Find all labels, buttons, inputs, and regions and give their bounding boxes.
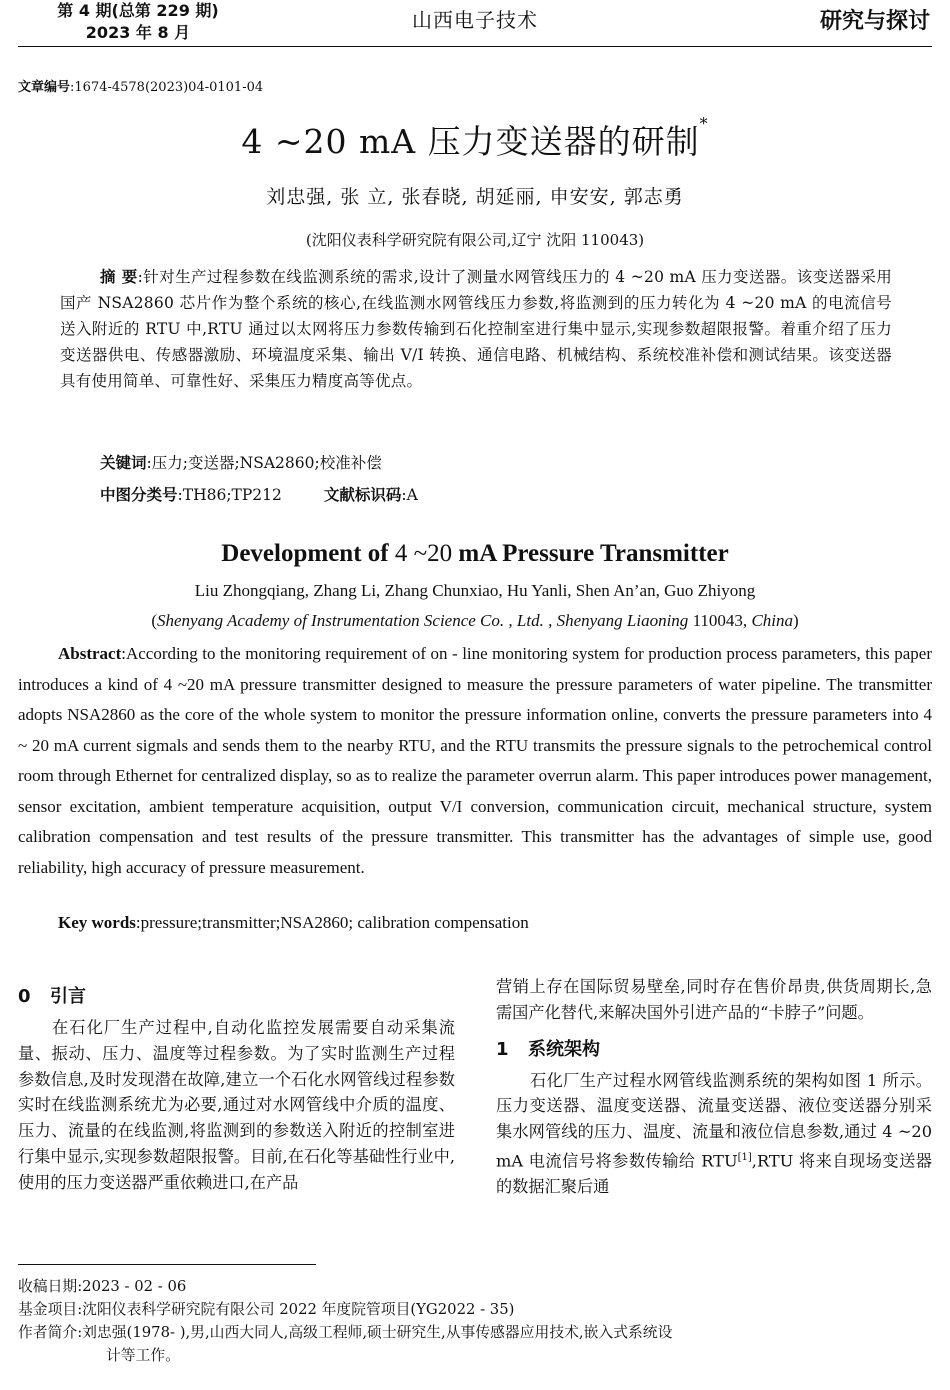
abstract-en-text: :According to the monitoring requirement of on - line monitoring system for production process parameters, this paper introduces a kind of 4 ~20 mA pressure transmitter designed to measure the pressure parameters of water pipeline. The transmitter adopts NSA2860 as the core of the whole system to monitor the pressure information online, converts the pressure parameters into 4 ~ 20 mA current sigmals and sends them to the nearby RTU, and the RTU transmits the pressure signals to the petrochemical control room through Ethernet for centralized display, so as to realize the parameter overrun alarm. This paper introduces power management, sensor excitation, ambient temperature acquisition, output V/I conversion, communication circuit, mechanical structure, system calibration compensation and test results of the pressure transmitter. This transmitter has the advantages of simple use, good reliability, high accuracy of pressure measurement. (18, 644, 932, 877)
title-en-range: 4 ~20 (394, 540, 453, 567)
section-title: 引言 (50, 986, 86, 1007)
abstract-cn-text: :针对生产过程参数在线监测系统的需求,设计了测量水网管线压力的 4 ~20 mA 压力变送器。该变送器采用国产 NSA2860 芯片作为整个系统的核心,在线监测水网管线压力参数,将监测到的压力转化为 4 ~20 mA 的电流信号送入附近的 RTU 中,RTU 通过以太网将压力参数传输到石化控制室进行集中显示,实现参数超限报警。着重介绍了压力变送器供电、传感器激励、环境温度采集、输出 V/I 转换、通信电路、机械结构、系统校准补偿和测试结果。该变送器具有使用简单、可靠性好、采集压力精度高等优点。 (60, 268, 892, 390)
section-title: 系统架构 (528, 1038, 600, 1060)
section-heading-architecture (496, 1032, 932, 1068)
keywords-en-label: Key words (58, 913, 136, 932)
issue-date: 2023 年 8 月 (85, 23, 191, 42)
paragraph-architecture-text: 石化厂生产过程水网管线监测系统的架构如图 1 所示。压力变送器、温度变送器、流量变送器、液位变送器分别采集水网管线的压力、温度、流量和液位信息参数,通过 4 ~20 mA 电流信号将参数传输给 RTU (496, 1070, 932, 1171)
affiliation-cn: (沈阳仪表科学研究院有限公司,辽宁 沈阳 110043) (305, 231, 645, 249)
paragraph-introduction: 在石化厂生产过程中,自动化监控发展需要自动采集流量、振动、压力、温度等过程参数。为了实时监测生产过程参数信息,及时发现潜在故障,建立一个石化水网管线过程参数实时在线监测系统尤为必要,通过对水网管线中介质的温度、压力、流量的在线监测,将监测到的参数送入附近的控制室进行集中显示,实现参数超限报警。目前,在石化等基础性行业中,使用的压力变送器严重依赖进口,在产品 (18, 1018, 455, 1192)
body-column-right (496, 974, 932, 1200)
title-en-part1: Development of (221, 540, 395, 567)
paragraph-architecture-tail: ,RTU 将来自现场变送器的数据汇聚后通 (496, 1151, 932, 1197)
authors-en: Liu Zhongqiang, Zhang Li, Zhang Chunxiao, Hu Yanli, Shen An’an, Guo Zhiyong (194, 581, 756, 600)
section-name: 研究与探讨 (819, 9, 930, 34)
section-number: 1 (496, 1038, 509, 1060)
affil-en-open: ( (151, 611, 157, 630)
clc-value: :TH86;TP212 (177, 486, 282, 504)
affil-en-close: ) (793, 611, 799, 630)
clc-label: 中图分类号 (100, 486, 178, 504)
paragraph-introduction-continued: 营销上存在国际贸易壁垒,同时存在售价昂贵,供货周期长,急需国产化替代,来解决国外引进产品的“卡脖子”问题。 (496, 977, 932, 1022)
affil-en-institution: Shenyang Academy of Instrumentation Science Co. , Ltd. , Shenyang Liaoning (156, 611, 689, 630)
classification-line (100, 483, 418, 505)
keywords-cn (100, 451, 382, 473)
author-bio-line2: 计等工作。 (106, 1347, 180, 1364)
doc-code-value: :A (401, 486, 418, 504)
footnote-fund: 基金项目:沈阳仪表科学研究院有限公司 2022 年度院管项目(YG2022 - 35) (18, 1301, 515, 1318)
abstract-cn (60, 264, 892, 394)
body-column-left (18, 979, 455, 1196)
keywords-cn-label: 关键词 (100, 454, 147, 472)
affil-en-country: China (751, 611, 793, 630)
paper-title-cn (0, 116, 950, 163)
keywords-cn-value: :压力;变送器;NSA2860;校准补偿 (146, 454, 382, 472)
title-text: 4 ~20 mA 压力变送器的研制 (241, 122, 700, 161)
section-heading-introduction (18, 979, 455, 1015)
article-number-value: :1674-4578(2023)04-0101-04 (70, 80, 264, 95)
footnote-received: 收稿日期:2023 - 02 - 06 (18, 1278, 187, 1295)
abstract-cn-label: 摘 要 (100, 268, 138, 286)
author-bio-line1: 作者简介:刘忠强(1978- ),男,山西大同人,高级工程师,硕士研究生,从事传感器应用技术,嵌入式系统设 (18, 1324, 673, 1341)
article-number (18, 76, 263, 95)
footnote-rule (18, 1264, 316, 1265)
abstract-en (18, 639, 932, 883)
keywords-en-value: :pressure;transmitter;NSA2860; calibration compensation (135, 913, 529, 932)
citation-ref: [1] (737, 1151, 752, 1163)
article-number-label: 文章编号 (18, 80, 71, 95)
header-rule (18, 46, 932, 47)
title-en-part2: mA Pressure Transmitter (452, 540, 729, 567)
affiliation-en (0, 611, 950, 631)
issue-number: 第 4 期(总第 229 期) (57, 1, 219, 20)
doc-code-label: 文献标识码 (323, 486, 402, 504)
affil-en-code: 110043, (688, 611, 752, 630)
footnote-author-bio (18, 1321, 932, 1367)
journal-name: 山西电子技术 (412, 8, 538, 32)
section-number: 0 (18, 986, 31, 1007)
abstract-en-label: Abstract (58, 644, 122, 663)
keywords-en (58, 913, 529, 933)
title-footnote-mark: * (699, 114, 709, 133)
paper-title-en (0, 540, 950, 568)
paragraph-architecture (496, 1068, 932, 1200)
issue-info (38, 0, 238, 44)
authors-cn: 刘忠强, 张 立, 张春晓, 胡延丽, 申安安, 郭志勇 (266, 186, 684, 208)
